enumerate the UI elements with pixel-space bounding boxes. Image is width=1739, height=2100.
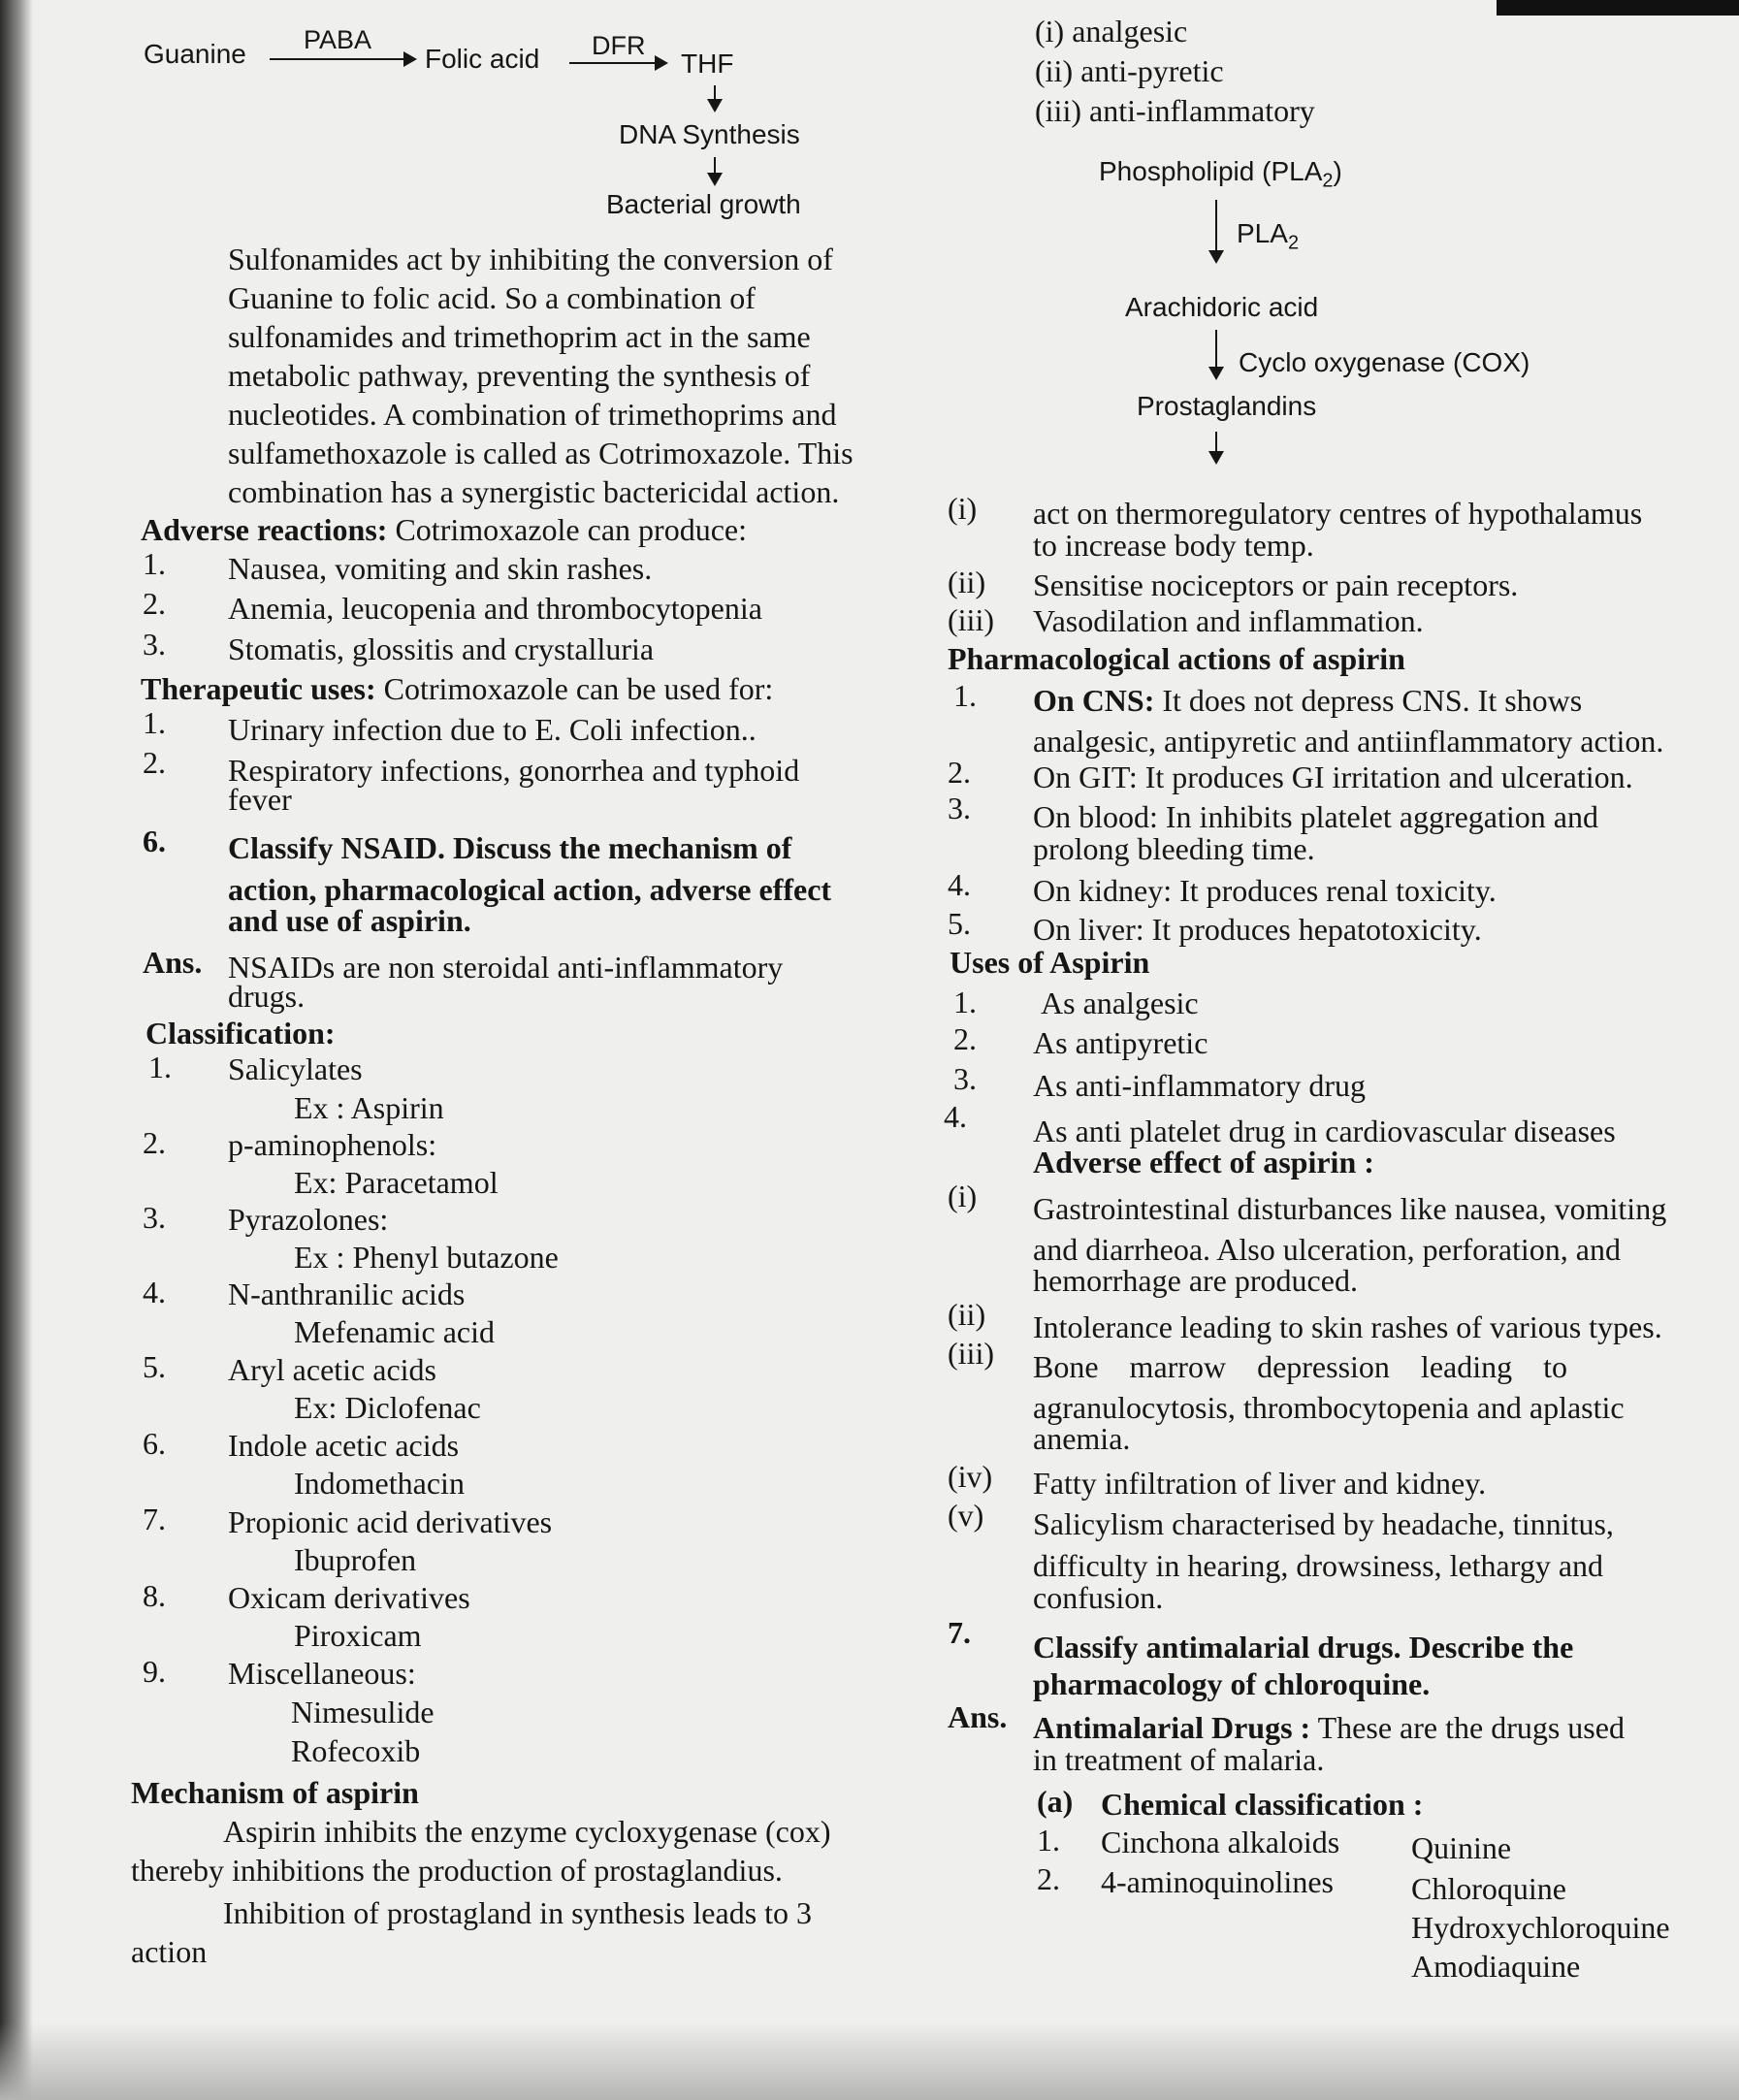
item-number: 1.: [953, 985, 977, 1019]
list-item-cont: agranulocytosis, thrombocytopenia and aplastic: [1033, 1390, 1625, 1425]
text-line: nucleotides. A combination of trimethoprims and: [228, 397, 837, 432]
answer-text-cont: drugs.: [228, 979, 306, 1014]
heading-rest: Cotrimoxazole can produce:: [395, 512, 747, 547]
prostaglandins-label: Prostaglandins: [1137, 391, 1317, 421]
item-number: 5.: [948, 906, 971, 941]
question-number: 7.: [948, 1615, 971, 1650]
list-item: Vasodilation and inflammation.: [1033, 603, 1424, 638]
answer-label: Ans.: [948, 1699, 1008, 1734]
list-item: Bone marrow depression leading to: [1033, 1349, 1567, 1384]
action-line: (ii) anti-pyretic: [1035, 53, 1224, 88]
answer-label: Ans.: [143, 945, 203, 980]
list-item: On blood: In inhibits platelet aggregation and: [1033, 799, 1598, 834]
text-line: sulfamethoxazole is called as Cotrimoxazole. This: [228, 436, 853, 470]
list-item: As analgesic: [1041, 985, 1199, 1020]
class-example: Ex : Aspirin: [294, 1090, 444, 1125]
item-number: (iii): [948, 602, 994, 637]
paren: ): [1333, 156, 1342, 186]
adverse-effect-heading: Adverse effect of aspirin :: [1033, 1145, 1374, 1179]
list-item-cont: prolong bleeding time.: [1033, 831, 1315, 866]
item-number: 2.: [143, 1125, 166, 1160]
drug-name: Amodiaquine: [1411, 1949, 1581, 1984]
drug-name: Chloroquine: [1411, 1871, 1566, 1906]
item-number: 9.: [143, 1654, 166, 1689]
class-example: Ex: Diclofenac: [294, 1390, 481, 1425]
chemical-classification-heading: Chemical classification :: [1101, 1787, 1424, 1822]
list-item: Sensitise nociceptors or pain receptors.: [1033, 567, 1519, 602]
item-number: (ii): [948, 565, 986, 599]
item-number: 3.: [953, 1061, 977, 1096]
bacterial-growth-label: Bacterial growth: [606, 189, 801, 219]
text-line: metabolic pathway, preventing the synthesis of: [228, 358, 811, 393]
list-item: On liver: It produces hepatotoxicity.: [1033, 912, 1482, 947]
item-number: 1.: [143, 546, 166, 581]
item-number: 2.: [948, 755, 971, 790]
classification-heading: Classification:: [145, 1016, 336, 1050]
list-item: Respiratory infections, gonorrhea and typhoid: [228, 753, 800, 788]
cox-down-arrow: [1215, 330, 1217, 378]
folic-acid-label: Folic acid: [425, 44, 540, 74]
pharm-actions-heading: Pharmacological actions of aspirin: [948, 641, 1405, 676]
text-line: sulfonamides and trimethoprim act in the same: [228, 319, 811, 354]
list-item-cont: difficulty in hearing, drowsiness, lethargy and: [1033, 1548, 1604, 1583]
list-item: Stomatis, glossitis and crystalluria: [228, 631, 655, 666]
list-item-cont: to increase body temp.: [1033, 528, 1314, 563]
page-edge-shadow: [0, 0, 33, 2100]
list-item-cont: hemorrhage are produced.: [1033, 1263, 1358, 1298]
paba-arrow: [270, 58, 415, 60]
therapeutic-uses-heading: [141, 670, 773, 707]
item-number: (iii): [948, 1336, 994, 1371]
item-number: 2.: [953, 1021, 977, 1056]
item-number: 4.: [143, 1275, 166, 1309]
list-item: Urinary infection due to E. Coli infection..: [228, 712, 757, 747]
mechanism-heading: Mechanism of aspirin: [131, 1775, 419, 1810]
phospholipid-text: Phospholipid (PLA: [1099, 156, 1323, 186]
list-item: Fatty infiltration of liver and kidney.: [1033, 1466, 1487, 1501]
list-item-cont: fever: [228, 782, 292, 817]
answer-bold: Antimalarial Drugs :: [1033, 1710, 1311, 1745]
item-number: 1.: [1037, 1823, 1060, 1858]
question-text: pharmacology of chloroquine.: [1033, 1666, 1431, 1701]
list-item-cont: and diarrheoa. Also ulceration, perforation, and: [1033, 1232, 1621, 1267]
list-item: On GIT: It produces GI irritation and ulceration.: [1033, 759, 1633, 794]
page-bottom-shadow: [0, 2022, 1739, 2100]
adverse-reactions-heading: [141, 511, 747, 548]
action-text: It does not depress CNS. It shows: [1154, 683, 1583, 718]
arachidonic-label: Arachidoric acid: [1125, 292, 1319, 322]
thf-label: THF: [681, 48, 734, 79]
drug-class: 4-aminoquinolines: [1101, 1864, 1334, 1899]
drug-class: Cinchona alkaloids: [1101, 1825, 1340, 1859]
list-item: As anti platelet drug in cardiovascular diseases: [1033, 1114, 1616, 1148]
item-number: (ii): [948, 1297, 986, 1332]
class-example: Indomethacin: [294, 1466, 465, 1501]
question-text: and use of aspirin.: [228, 903, 471, 938]
action-line: (iii) anti-inflammatory: [1035, 93, 1315, 128]
dna-synthesis-label: DNA Synthesis: [619, 119, 800, 149]
question-text: Classify antimalarial drugs. Describe the: [1033, 1630, 1574, 1664]
uses-heading: Uses of Aspirin: [950, 945, 1150, 980]
pla2-down-arrow: [1215, 200, 1217, 262]
list-item-cont: analgesic, antipyretic and antiinflammatory action.: [1033, 724, 1664, 759]
class-name: Oxicam derivatives: [228, 1580, 470, 1615]
paba-label: PABA: [304, 25, 372, 54]
class-example: Ex: Paracetamol: [294, 1165, 499, 1200]
text-line: Inhibition of prostagland in synthesis leads to 3: [223, 1895, 813, 1930]
page-corner-mark: [1497, 0, 1739, 16]
pla2-label: [1237, 215, 1299, 262]
subscript: 2: [1322, 170, 1334, 192]
item-number: 4.: [944, 1099, 967, 1134]
item-number: 3.: [143, 627, 166, 662]
pla-text: PLA: [1237, 218, 1288, 248]
thf-down-arrow: [714, 85, 716, 111]
heading-rest: Cotrimoxazole can be used for:: [383, 671, 774, 706]
list-item-cont: confusion.: [1033, 1580, 1164, 1615]
item-number: 2.: [1037, 1861, 1060, 1896]
class-name: Miscellaneous:: [228, 1656, 416, 1691]
class-example: Nimesulide: [291, 1695, 435, 1729]
class-example: Rofecoxib: [291, 1733, 421, 1768]
item-number: (iv): [948, 1459, 993, 1494]
drug-name: Hydroxychloroquine: [1411, 1910, 1670, 1945]
item-number: 4.: [948, 867, 971, 902]
subsection-label: (a): [1037, 1784, 1074, 1819]
heading-bold: Adverse reactions:: [141, 512, 388, 547]
class-name: p-aminophenols:: [228, 1127, 437, 1162]
class-name: Indole acetic acids: [228, 1428, 460, 1463]
drug-name: Quinine: [1411, 1830, 1512, 1865]
phospholipid-label: [1099, 153, 1342, 200]
item-number: 2.: [143, 586, 166, 621]
text-line: Guanine to folic acid. So a combination of: [228, 280, 756, 315]
item-number: 6.: [143, 1426, 166, 1461]
item-number: 7.: [143, 1502, 166, 1536]
guanine-label: Guanine: [144, 39, 246, 69]
answer-text: NSAIDs are non steroidal anti-inflammatory: [228, 950, 784, 985]
item-number: 1.: [143, 705, 166, 740]
question-text: action, pharmacological action, adverse effect: [228, 872, 832, 907]
item-number: 3.: [948, 791, 971, 825]
list-item: As antipyretic: [1033, 1025, 1208, 1060]
item-number: 1.: [953, 678, 977, 713]
action-line: (i) analgesic: [1035, 14, 1188, 48]
question-text: Classify NSAID. Discuss the mechanism of: [228, 830, 792, 865]
cox-label: Cyclo oxygenase (COX): [1239, 347, 1530, 377]
dfr-label: DFR: [592, 31, 646, 60]
item-number: (v): [948, 1498, 984, 1533]
item-number: 1.: [148, 1050, 172, 1084]
text-line: action: [131, 1934, 208, 1969]
subscript: 2: [1287, 232, 1300, 254]
text-line: Aspirin inhibits the enzyme cycloxygenase (cox): [223, 1814, 831, 1849]
class-example: Ibuprofen: [294, 1542, 417, 1577]
text-line: Sulfonamides act by inhibiting the conversion of: [228, 242, 833, 276]
class-example: Piroxicam: [294, 1618, 422, 1653]
dfr-arrow: [569, 62, 666, 64]
list-item: On kidney: It produces renal toxicity.: [1033, 873, 1497, 908]
class-name: Propionic acid derivatives: [228, 1504, 553, 1539]
class-name: Salicylates: [228, 1051, 363, 1086]
item-number: 3.: [143, 1200, 166, 1235]
prostaglandin-down-arrow: [1215, 432, 1217, 463]
item-number: 2.: [143, 745, 166, 780]
list-item: As anti-inflammatory drug: [1033, 1068, 1367, 1103]
text-line: combination has a synergistic bactericidal action.: [228, 474, 840, 509]
heading-bold: Therapeutic uses:: [141, 671, 376, 706]
class-name: Pyrazolones:: [228, 1202, 389, 1237]
answer-text-cont: in treatment of malaria.: [1033, 1742, 1325, 1777]
class-example: Ex : Phenyl butazone: [294, 1240, 559, 1275]
dna-down-arrow: [714, 157, 716, 184]
question-number: 6.: [143, 824, 166, 858]
list-item-cont: anemia.: [1033, 1421, 1131, 1456]
item-number: 8.: [143, 1578, 166, 1613]
class-example: Mefenamic acid: [294, 1314, 495, 1349]
class-name: Aryl acetic acids: [228, 1352, 436, 1387]
class-name: N-anthranilic acids: [228, 1276, 466, 1311]
list-item: Intolerance leading to skin rashes of various types.: [1033, 1309, 1662, 1344]
list-item: Nausea, vomiting and skin rashes.: [228, 551, 653, 586]
list-item: Gastrointestinal disturbances like nausea, vomiting: [1033, 1191, 1667, 1226]
pharm-action-cns: [1033, 682, 1582, 719]
list-item: Salicylism characterised by headache, tinnitus,: [1033, 1506, 1614, 1541]
list-item: act on thermoregulatory centres of hypothalamus: [1033, 496, 1643, 531]
list-item: Anemia, leucopenia and thrombocytopenia: [228, 591, 762, 626]
item-number: (i): [948, 1179, 978, 1213]
answer-text: These are the drugs used: [1310, 1710, 1625, 1745]
text-line: thereby inhibitions the production of prostaglandius.: [131, 1853, 783, 1888]
item-number: 5.: [143, 1349, 166, 1384]
item-number: (i): [948, 491, 978, 526]
action-label: On CNS:: [1033, 683, 1155, 718]
